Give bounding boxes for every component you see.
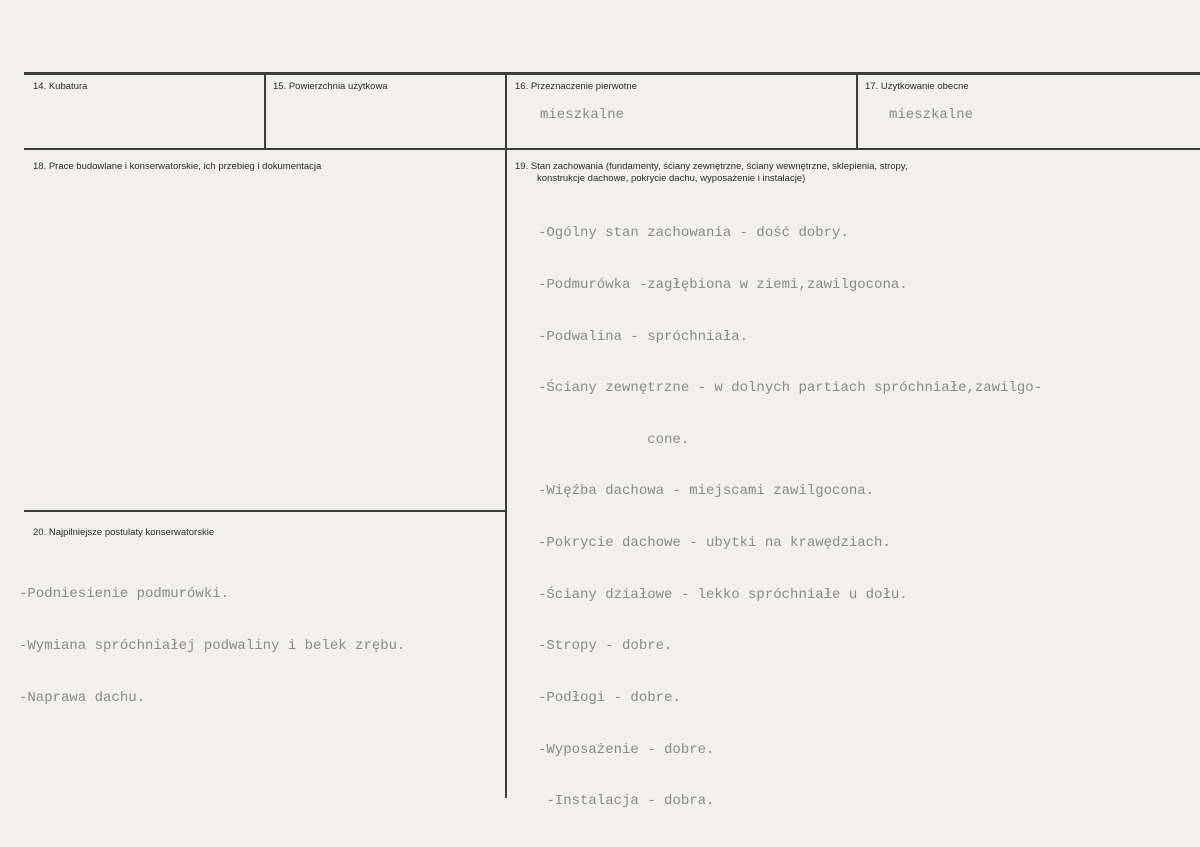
field-15-label: 15. Powierzchnia użytkowa — [273, 81, 388, 92]
field-16-value: mieszkalne — [540, 107, 625, 123]
note-line: -Naprawa dachu. — [19, 689, 146, 706]
note-line: -Podmurówka -zagłębiona w ziemi,zawilgocona. — [538, 277, 908, 294]
note-line: -Podwalina - spróchniała. — [538, 328, 749, 345]
note-line: -Ściany działowe - lekko spróchniałe u dołu. — [538, 586, 908, 603]
note-line: -Podniesienie podmurówki. — [19, 586, 230, 603]
field-18-label: 18. Prace budowlane i konserwatorskie, ich przebieg i dokumentacja — [33, 161, 322, 172]
note-line: -Pokrycie dachowe - ubytki na krawędziach. — [538, 535, 891, 552]
field-17-label: 17. Użytkowanie obecne — [865, 81, 969, 92]
note-line: -Stropy - dobre. — [538, 638, 673, 655]
col-divider-2 — [505, 74, 507, 798]
row-divider-1 — [24, 148, 1200, 150]
col-divider-1 — [264, 74, 266, 149]
top-rule — [24, 72, 1200, 75]
field-14-label: 14. Kubatura — [33, 81, 88, 92]
field-19-notes — [538, 191, 1042, 845]
note-line: -Wyposażenie - dobre. — [538, 741, 715, 758]
col-divider-3 — [856, 74, 858, 149]
row-divider-2 — [24, 510, 505, 512]
note-line: cone. — [538, 431, 690, 448]
field-20-notes — [19, 552, 405, 741]
note-line: -Więźba dachowa - miejscami zawilgocona. — [538, 483, 875, 500]
field-17-value: mieszkalne — [889, 107, 974, 123]
note-line: -Ogólny stan zachowania - dość dobry. — [538, 225, 849, 242]
field-19-label-line2: konstrukcje dachowe, pokrycie dachu, wyposażenie i instalacje) — [537, 173, 806, 184]
field-16-label: 16. Przeznaczenie pierwotne — [515, 81, 637, 92]
note-line: -Ściany zewnętrzne - w dolnych partiach spróchniałe,zawilgo- — [538, 380, 1043, 397]
note-line: -Wymiana spróchniałej podwaliny i belek zrębu. — [19, 638, 406, 655]
note-line: -Instalacja - dobra. — [538, 793, 715, 810]
field-20-label: 20. Najpilniejsze postulaty konserwatorskie — [33, 527, 215, 538]
field-19-label-line1: 19. Stan zachowania (fundamenty, ściany zewnętrzne, ściany wewnętrzne, sklepienia, stropy, — [515, 161, 908, 172]
note-line: -Podłogi - dobre. — [538, 689, 681, 706]
